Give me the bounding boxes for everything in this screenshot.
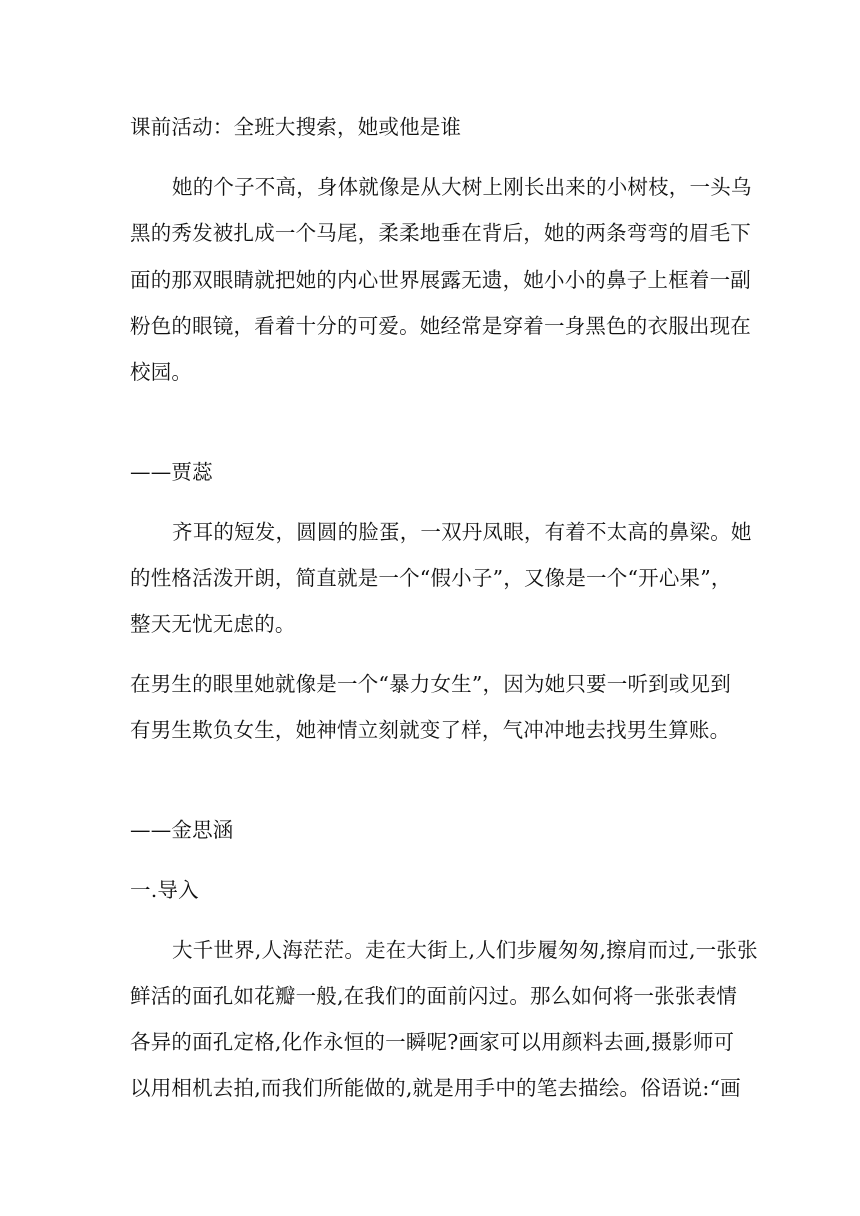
passage-1-line-4: 粉色的眼镜，看着十分的可爱。她经常是穿着一身黑色的衣服出现在 xyxy=(130,314,751,338)
passage-2-author: ——金思涵 xyxy=(130,818,234,842)
passage-1-line-2: 黑的秀发被扎成一个马尾，柔柔地垂在背后，她的两条弯弯的眉毛下 xyxy=(130,221,751,245)
intro-line-2: 鲜活的面孔如花瓣一般,在我们的面前闪过。那么如何将一张张表情 xyxy=(130,984,738,1008)
passage-2-line-5: 有男生欺负女生，她神情立刻就变了样，气冲冲地去找男生算账。 xyxy=(130,718,731,742)
passage-2-line-2: 的性格活泼开朗，简直就是一个“假小子”，又像是一个“开心果”， xyxy=(130,566,732,590)
passage-1-line-3: 面的那双眼睛就把她的内心世界展露无遗，她小小的鼻子上框着一副 xyxy=(130,268,751,292)
section-title-intro: 一.导入 xyxy=(130,878,199,902)
activity-heading: 课前活动：全班大搜索，她或他是谁 xyxy=(130,115,462,139)
intro-line-4: 以用相机去拍,而我们所能做的,就是用手中的笔去描绘。俗语说:“画 xyxy=(130,1076,741,1100)
passage-2-line-3: 整天无忧无虑的。 xyxy=(130,612,296,636)
passage-1-author: ——贾蕊 xyxy=(130,460,213,484)
intro-line-1: 大千世界,人海茫茫。走在大街上,人们步履匆匆,擦肩而过,一张张 xyxy=(172,938,758,962)
passage-2-line-1: 齐耳的短发，圆圆的脸蛋，一双丹凤眼，有着不太高的鼻梁。她 xyxy=(172,520,752,544)
intro-line-3: 各异的面孔定格,化作永恒的一瞬呢?画家可以用颜料去画,摄影师可 xyxy=(130,1030,735,1054)
passage-1-line-1: 她的个子不高，身体就像是从大树上刚长出来的小树枝，一头乌 xyxy=(172,175,752,199)
passage-2-line-4: 在男生的眼里她就像是一个“暴力女生”，因为她只要一听到或见到 xyxy=(130,672,731,696)
passage-1-line-5: 校园。 xyxy=(130,360,193,384)
